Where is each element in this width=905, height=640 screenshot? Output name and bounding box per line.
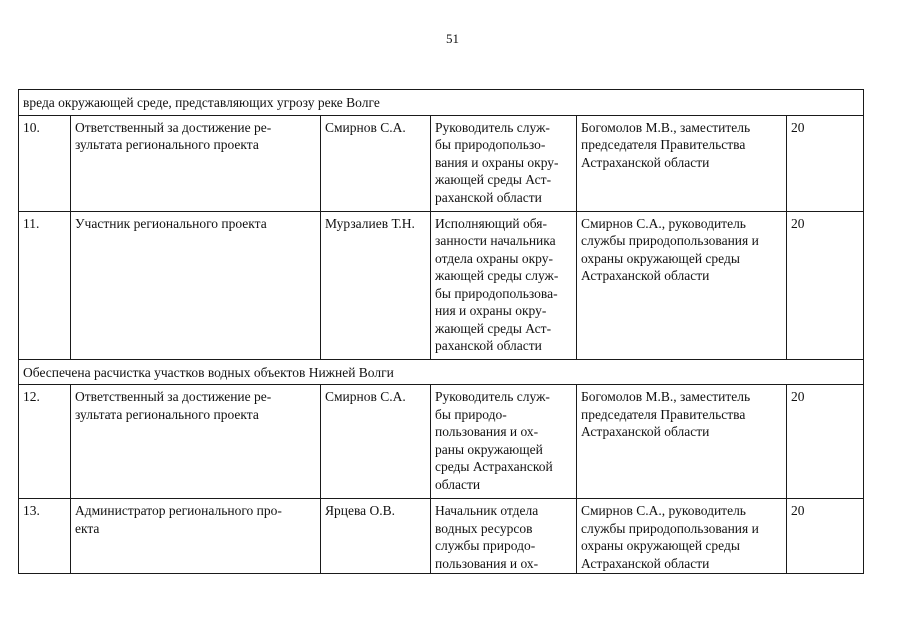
table-row xyxy=(19,115,864,211)
position-cell: Начальник отдела водных ресурсов службы природо- пользования и ох- xyxy=(431,499,577,574)
row-number: 10. xyxy=(19,115,71,211)
supervisor-cell: Смирнов С.А., руководитель службы природопользования и охраны окружающей среды Астраханской области xyxy=(577,499,787,574)
role-cell: Администратор регионального про- екта xyxy=(71,499,321,574)
role-cell: Ответственный за достижение ре- зультата регионального проекта xyxy=(71,385,321,499)
role-cell: Участник регионального проекта xyxy=(71,211,321,359)
role-cell: Ответственный за достижение ре- зультата регионального проекта xyxy=(71,115,321,211)
position-cell: Исполняющий обя- занности начальника отдела охраны окру- жающей среды служ- бы природопользова- ния и охраны окру- жающей среды Аст- раханской области xyxy=(431,211,577,359)
position-cell: Руководитель служ- бы природо- пользования и ох- раны окружающей среды Астраханской области xyxy=(431,385,577,499)
table-row xyxy=(19,499,864,574)
project-team-table xyxy=(18,89,864,574)
share-cell: 20 xyxy=(787,115,864,211)
section-title: Обеспечена расчистка участков водных объектов Нижней Волги xyxy=(19,359,864,385)
page-number: 51 xyxy=(446,31,459,46)
row-number: 11. xyxy=(19,211,71,359)
section-title: вреда окружающей среде, представляющих угрозу реке Волге xyxy=(19,90,864,116)
name-cell: Мурзалиев Т.Н. xyxy=(321,211,431,359)
section-row xyxy=(19,90,864,116)
name-cell: Ярцева О.В. xyxy=(321,499,431,574)
name-cell: Смирнов С.А. xyxy=(321,115,431,211)
supervisor-cell: Богомолов М.В., заместитель председателя Правительства Астраханской области xyxy=(577,385,787,499)
share-cell: 20 xyxy=(787,211,864,359)
share-cell: 20 xyxy=(787,499,864,574)
position-cell: Руководитель служ- бы природопользо- вания и охраны окру- жающей среды Аст- раханской области xyxy=(431,115,577,211)
supervisor-cell: Смирнов С.А., руководитель службы природопользования и охраны окружающей среды Астраханской области xyxy=(577,211,787,359)
share-cell: 20 xyxy=(787,385,864,499)
row-number: 12. xyxy=(19,385,71,499)
row-number: 13. xyxy=(19,499,71,574)
table-row xyxy=(19,211,864,359)
name-cell: Смирнов С.А. xyxy=(321,385,431,499)
table-row xyxy=(19,385,864,499)
section-row xyxy=(19,359,864,385)
supervisor-cell: Богомолов М.В., заместитель председателя Правительства Астраханской области xyxy=(577,115,787,211)
